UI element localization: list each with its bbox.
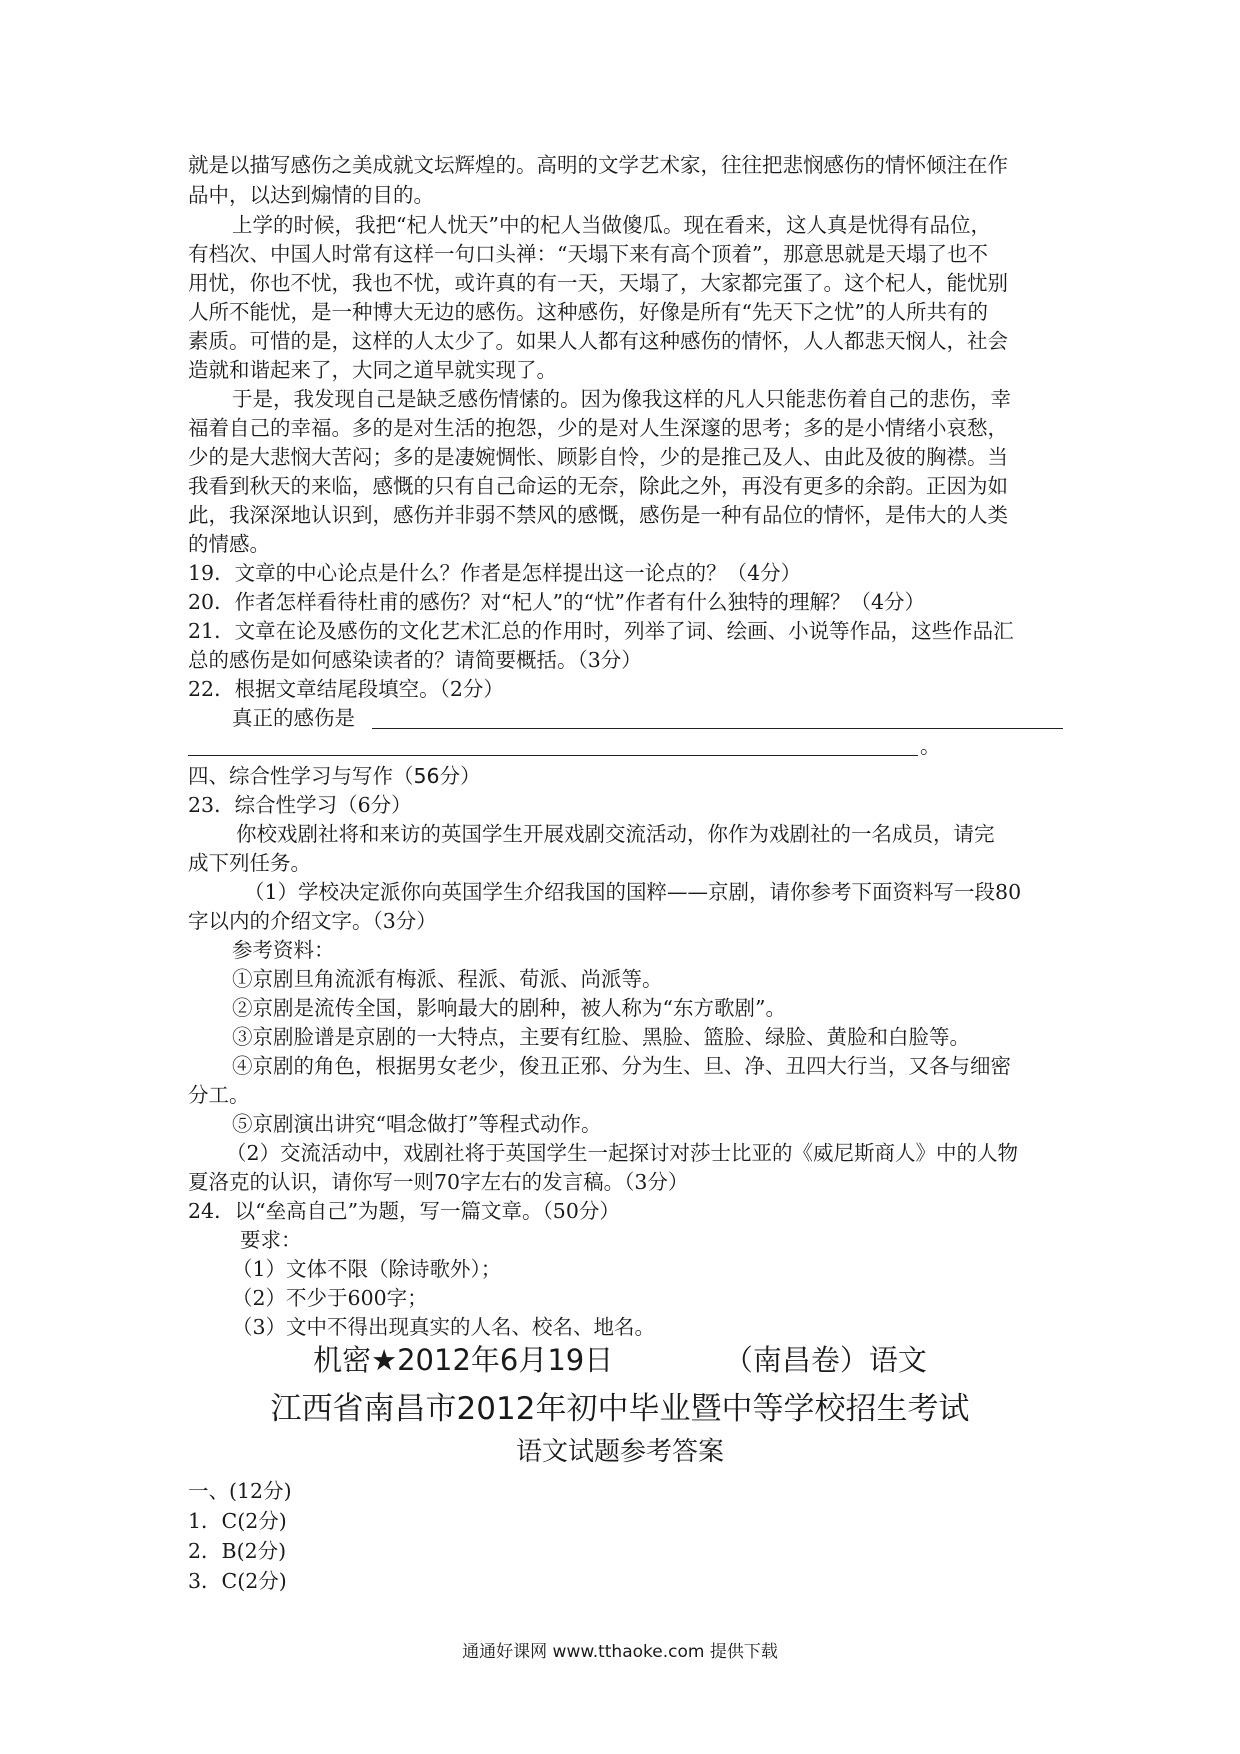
reference-item-cont: 分工。 [188, 1083, 250, 1107]
requirement-item: （2）不少于600字； [232, 1286, 428, 1310]
passage-line: 就是以描写感伤之美成就文坛辉煌的。高明的文学艺术家，往往把悲悯感伤的情怀倾注在作 [188, 153, 1008, 177]
task-2-cont: 夏洛克的认识，请你写一则70字左右的发言稿。（3分） [188, 1170, 689, 1194]
passage-line: 品中，以达到煽情的目的。 [188, 183, 434, 207]
requirements-label: 要求： [240, 1228, 302, 1252]
passage-line: 此，我深深地认识到，感伤并非弱不禁风的感慨，感伤是一种有品位的情怀，是伟大的人类 [188, 503, 1008, 527]
section-heading: 四、综合性学习与写作（56分） [188, 764, 481, 788]
passage-line: 用忧，你也不忧，我也不忧，或许真的有一天，天塌了，大家都完蛋了。这个杞人，能忧别 [188, 271, 1008, 295]
passage-line: 福着自己的幸福。多的是对生活的抱怨，少的是对人生深邃的思考；多的是小情绪小哀愁， [188, 416, 1008, 440]
question-24: 24．以“垒高自己”为题，写一篇文章。（50分） [188, 1199, 620, 1223]
question-20: 20．作者怎样看待杜甫的感伤？对“杞人”的“忧”作者有什么独特的理解？（4分） [188, 590, 926, 614]
page-footer: 通通好课网 www.tthaoke.com 提供下载 [462, 1642, 778, 1662]
passage-line: 我看到秋天的来临，感慨的只有自己命运的无奈，除此之外，再没有更多的余韵。正因为如 [188, 474, 1008, 498]
answer-item: 2．B(2分) [188, 1539, 287, 1563]
task-1: （1）学校决定派你向英国学生介绍我国的国粹——京剧，请你参考下面资料写一段80 [244, 880, 1022, 904]
answer-key-title: 江西省南昌市2012年初中毕业暨中等学校招生考试 [270, 1391, 970, 1427]
fill-blank-prompt: 真正的感伤是 [232, 706, 355, 730]
requirement-item: （1）文体不限（除诗歌外）； [232, 1257, 502, 1281]
blank-end-period: 。 [920, 734, 941, 758]
answer-key-confidential-line: 机密★2012年6月19日 （南昌卷）语文 [313, 1343, 927, 1377]
passage-line: 素质。可惜的是，这样的人太少了。如果人人都有这种感伤的情怀，人人都悲天悯人，社会 [188, 329, 1008, 353]
reference-item: ②京剧是流传全国，影响最大的剧种，被人称为“东方歌剧”。 [232, 996, 786, 1020]
answer-key-subtitle: 语文试题参考答案 [515, 1437, 724, 1467]
task-intro: 你校戏剧社将和来访的英国学生开展戏剧交流活动，你作为戏剧社的一名成员，请完 [236, 822, 995, 846]
passage-line: 的情感。 [188, 532, 270, 556]
passage-line: 于是，我发现自己是缺乏感伤情愫的。因为像我这样的凡人只能悲伤着自己的悲伤，幸 [232, 387, 1011, 411]
answer-blank-line[interactable] [372, 727, 1063, 729]
question-19: 19．文章的中心论点是什么？作者是怎样提出这一论点的？（4分） [188, 561, 802, 585]
passage-line: 有档次、中国人时常有这样一句口头禅：“天塌下来有高个顶着”，那意思就是天塌了也不 [188, 242, 988, 266]
answer-item: 1．C(2分) [188, 1509, 287, 1533]
passage-line: 造就和谐起来了，大同之道早就实现了。 [188, 358, 557, 382]
task-intro-cont: 成下列任务。 [188, 851, 311, 875]
answer-item: 3．C(2分) [188, 1569, 287, 1593]
reference-item: ⑤京剧演出讲究“唱念做打”等程式动作。 [232, 1112, 602, 1136]
answer-blank-line[interactable] [188, 754, 918, 756]
passage-line: 人所不能忧，是一种博大无边的感伤。这种感伤，好像是所有“先天下之忧”的人所共有的 [188, 300, 988, 324]
requirement-item: （3）文中不得出现真实的人名、校名、地名。 [232, 1315, 656, 1339]
answer-part-heading: 一、(12分) [188, 1479, 292, 1503]
reference-item: ①京剧旦角流派有梅派、程派、荀派、尚派等。 [232, 967, 663, 991]
reference-item: ④京剧的角色，根据男女老少，俊丑正邪、分为生、旦、净、丑四大行当，又各与细密 [232, 1054, 1011, 1078]
question-23: 23．综合性学习（6分） [188, 793, 412, 817]
task-2: （2）交流活动中，戏剧社将于英国学生一起探讨对莎士比亚的《威尼斯商人》中的人物 [226, 1141, 1019, 1165]
question-21-cont: 总的感伤是如何感染读者的？请简要概括。（3分） [188, 648, 642, 672]
reference-label: 参考资料： [232, 938, 335, 962]
passage-line: 少的是大悲悯大苦闷；多的是凄婉惆怅、顾影自怜，少的是推己及人、由此及彼的胸襟。当 [188, 445, 1008, 469]
reference-item: ③京剧脸谱是京剧的一大特点，主要有红脸、黑脸、篮脸、绿脸、黄脸和白脸等。 [232, 1025, 970, 1049]
question-21: 21．文章在论及感伤的文化艺术汇总的作用时，列举了词、绘画、小说等作品，这些作品汇 [188, 619, 1014, 643]
question-22: 22．根据文章结尾段填空。（2分） [188, 677, 504, 701]
passage-line: 上学的时候，我把“杞人忧天”中的杞人当做傻瓜。现在看来，这人真是忧得有品位， [232, 213, 991, 237]
task-1-cont: 字以内的介绍文字。（3分） [188, 909, 437, 933]
